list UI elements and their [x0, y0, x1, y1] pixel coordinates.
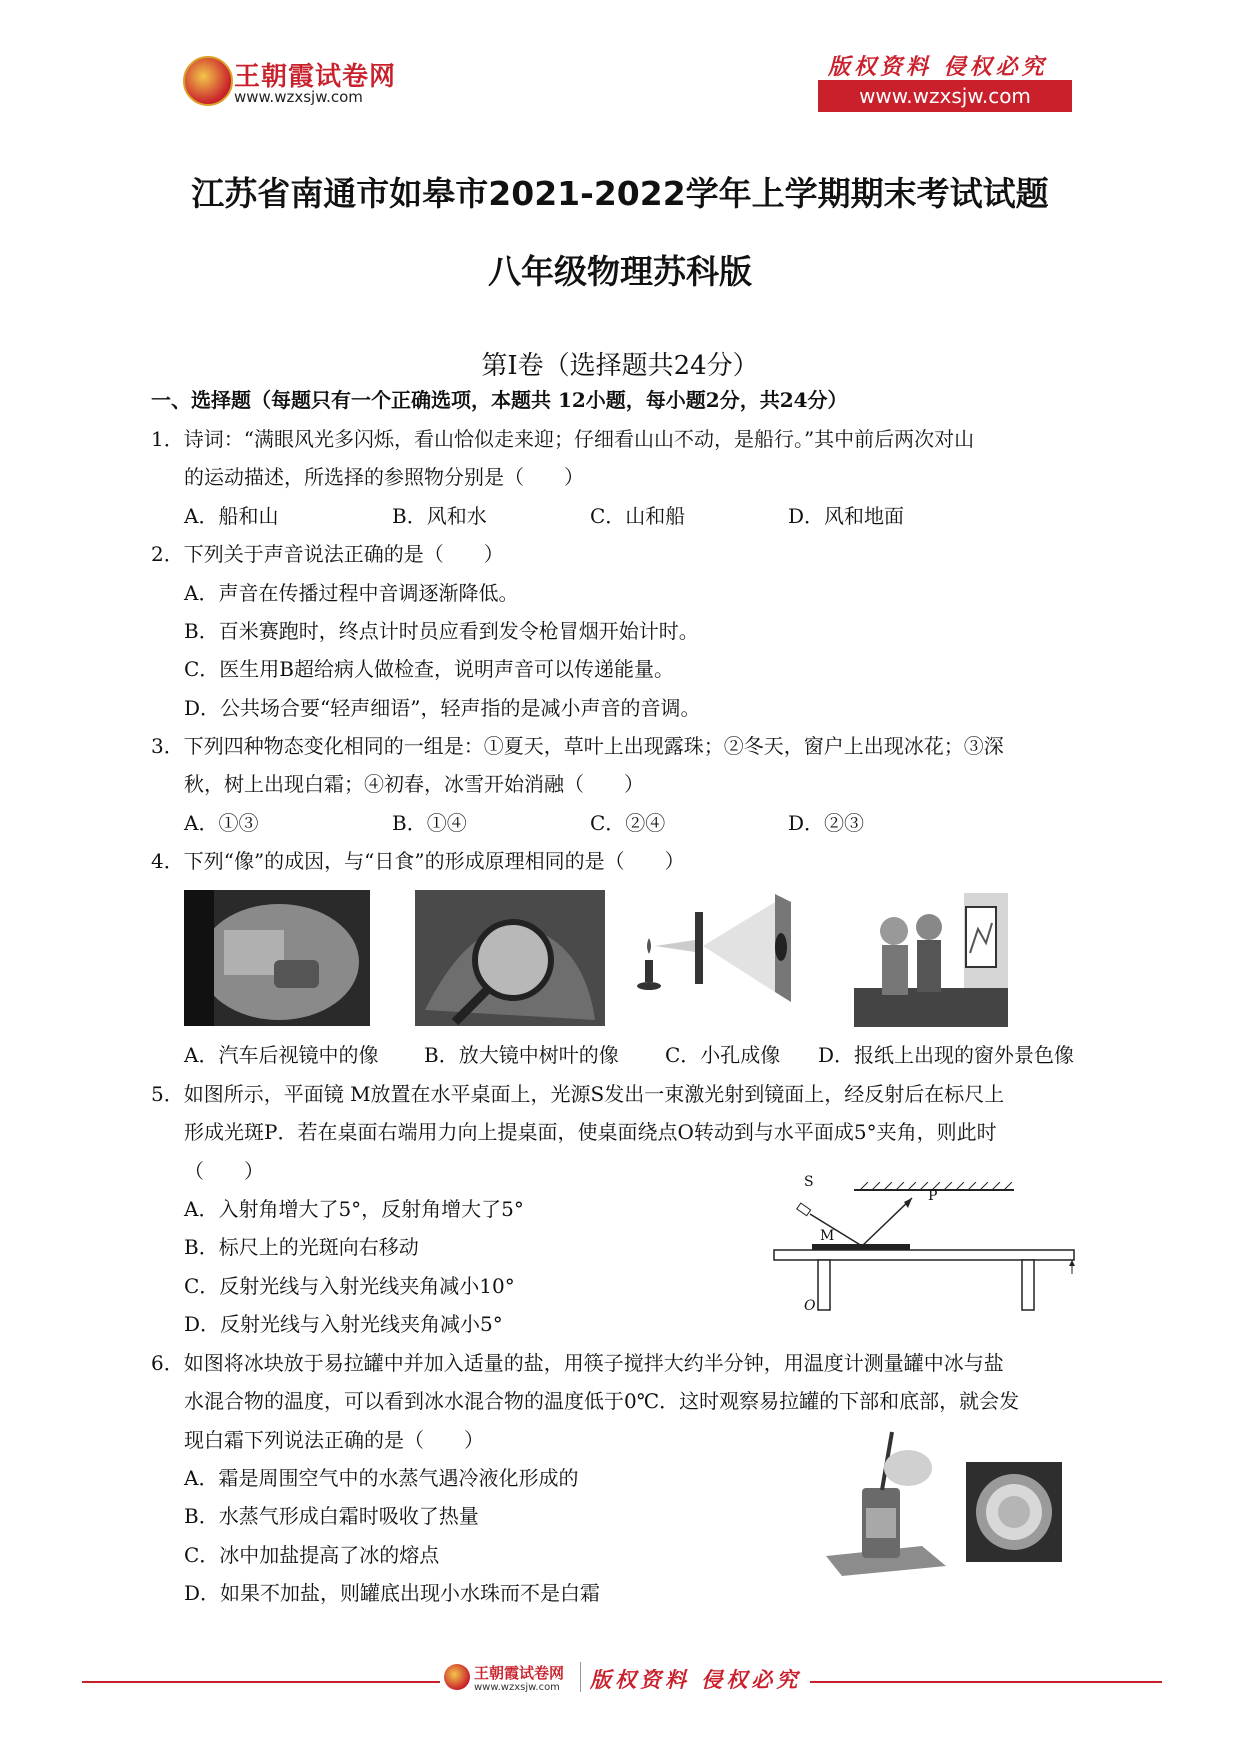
- q4-option-d: D．报纸上出现的窗外景色像: [818, 1043, 1075, 1067]
- q2-option-d: D．公共场合要“轻声细语”，轻声指的是减小声音的音调。: [184, 696, 701, 720]
- q5-option-d: D．反射光线与入射光线夹角减小5°: [184, 1312, 503, 1336]
- section-title: 第I卷（选择题共24分）: [481, 351, 759, 381]
- figure-label-o: O: [804, 1298, 816, 1314]
- q5-stem-line3: （ ）: [184, 1159, 264, 1183]
- q1-option-b: B．风和水: [392, 504, 487, 528]
- q1-option-d: D．风和地面: [788, 504, 905, 528]
- figure-label-m: M: [820, 1228, 835, 1244]
- logo-name: 王朝霞试卷网: [234, 62, 397, 92]
- footer-copyright-text: 版权资料 侵权必究: [590, 1667, 802, 1692]
- footer-rule-left: [82, 1681, 440, 1683]
- q5-stem-line2: 形成光斑P．若在桌面右端用力向上提桌面，使桌面绕点O转动到与水平面成5°夹角，则此时: [184, 1120, 997, 1144]
- mirror-table-figure: [772, 1174, 1080, 1318]
- q3-option-c: C．②④: [590, 811, 666, 835]
- can-stirring-photo: [822, 1428, 950, 1578]
- newspaper-window-image-figure: [854, 893, 1008, 1027]
- magnifier-leaf-photo: [415, 890, 605, 1026]
- q3-option-b: B．①④: [392, 811, 467, 835]
- footer-logo-url: www.wzxsjw.com: [474, 1682, 560, 1693]
- q3-option-d: D．②③: [788, 811, 865, 835]
- footer-logo-name: 王朝霞试卷网: [474, 1664, 565, 1682]
- q4-option-c: C．小孔成像: [665, 1043, 781, 1067]
- q5-option-a: A．入射角增大了5°，反射角增大了5°: [184, 1197, 524, 1221]
- page-subtitle: 八年级物理苏科版: [488, 252, 752, 291]
- rearview-mirror-photo: [184, 890, 370, 1026]
- copyright-url: www.wzxsjw.com: [818, 80, 1072, 112]
- page-title: 江苏省南通市如皋市2021-2022学年上学期期末考试试题: [191, 174, 1049, 213]
- section-instructions: 一、选择题（每题只有一个正确选项，本题共 12小题，每小题2分，共24分）: [151, 388, 848, 412]
- q3-option-a: A．①③: [184, 811, 259, 835]
- q1-option-c: C．山和船: [590, 504, 686, 528]
- q2-option-b: B．百米赛跑时，终点计时员应看到发令枪冒烟开始计时。: [184, 619, 699, 643]
- q1-stem-line1: 1．诗词：“满眼风光多闪烁，看山恰似走来迎；仔细看山山不动，是船行。”其中前后两次对山: [151, 427, 975, 451]
- q4-stem: 4．下列“像”的成因，与“日食”的形成原理相同的是（ ）: [151, 849, 685, 873]
- q5-option-b: B．标尺上的光斑向右移动: [184, 1235, 419, 1259]
- q1-option-a: A．船和山: [184, 504, 279, 528]
- q6-option-d: D．如果不加盐，则罐底出现小水珠而不是白霜: [184, 1581, 601, 1605]
- q6-option-c: C．冰中加盐提高了冰的熔点: [184, 1543, 440, 1567]
- copyright-text: 版权资料 侵权必究: [828, 54, 1048, 80]
- q1-stem-line2: 的运动描述，所选择的参照物分别是（ ）: [184, 465, 584, 489]
- q4-option-a: A．汽车后视镜中的像: [184, 1043, 379, 1067]
- logo-emblem: [183, 56, 233, 106]
- q3-stem-line2: 秋，树上出现白霜；④初春，冰雪开始消融（ ）: [184, 772, 644, 796]
- q6-stem-line1: 6．如图将冰块放于易拉罐中并加入适量的盐，用筷子搅拌大约半分钟，用温度计测量罐中冰与盐: [151, 1351, 1004, 1375]
- footer-logo-emblem: [444, 1664, 470, 1690]
- q5-option-c: C．反射光线与入射光线夹角减小10°: [184, 1274, 515, 1298]
- q2-stem: 2．下列关于声音说法正确的是（ ）: [151, 542, 504, 566]
- pinhole-camera-figure: [635, 892, 795, 1002]
- q6-stem-line2: 水混合物的温度，可以看到冰水混合物的温度低于0℃．这时观察易拉罐的下部和底部，就会发: [184, 1389, 1020, 1413]
- q2-option-a: A．声音在传播过程中音调逐渐降低。: [184, 581, 519, 605]
- footer-divider: [580, 1662, 581, 1692]
- figure-label-s: S: [804, 1174, 814, 1190]
- logo-url: www.wzxsjw.com: [234, 88, 363, 106]
- q4-option-b: B．放大镜中树叶的像: [424, 1043, 619, 1067]
- figure-label-p: P: [928, 1188, 938, 1204]
- q6-option-b: B．水蒸气形成白霜时吸收了热量: [184, 1504, 479, 1528]
- q6-stem-line3: 现白霜下列说法正确的是（ ）: [184, 1428, 484, 1452]
- footer-rule-right: [810, 1681, 1162, 1683]
- q6-option-a: A．霜是周围空气中的水蒸气遇冷液化形成的: [184, 1466, 579, 1490]
- frosted-can-bottom-photo: [966, 1462, 1062, 1562]
- q5-stem-line1: 5．如图所示，平面镜 M放置在水平桌面上，光源S发出一束激光射到镜面上，经反射后在标尺上: [151, 1082, 1005, 1106]
- q3-stem-line1: 3．下列四种物态变化相同的一组是：①夏天，草叶上出现露珠；②冬天，窗户上出现冰花；③深: [151, 734, 1004, 758]
- q2-option-c: C．医生用B超给病人做检查，说明声音可以传递能量。: [184, 657, 674, 681]
